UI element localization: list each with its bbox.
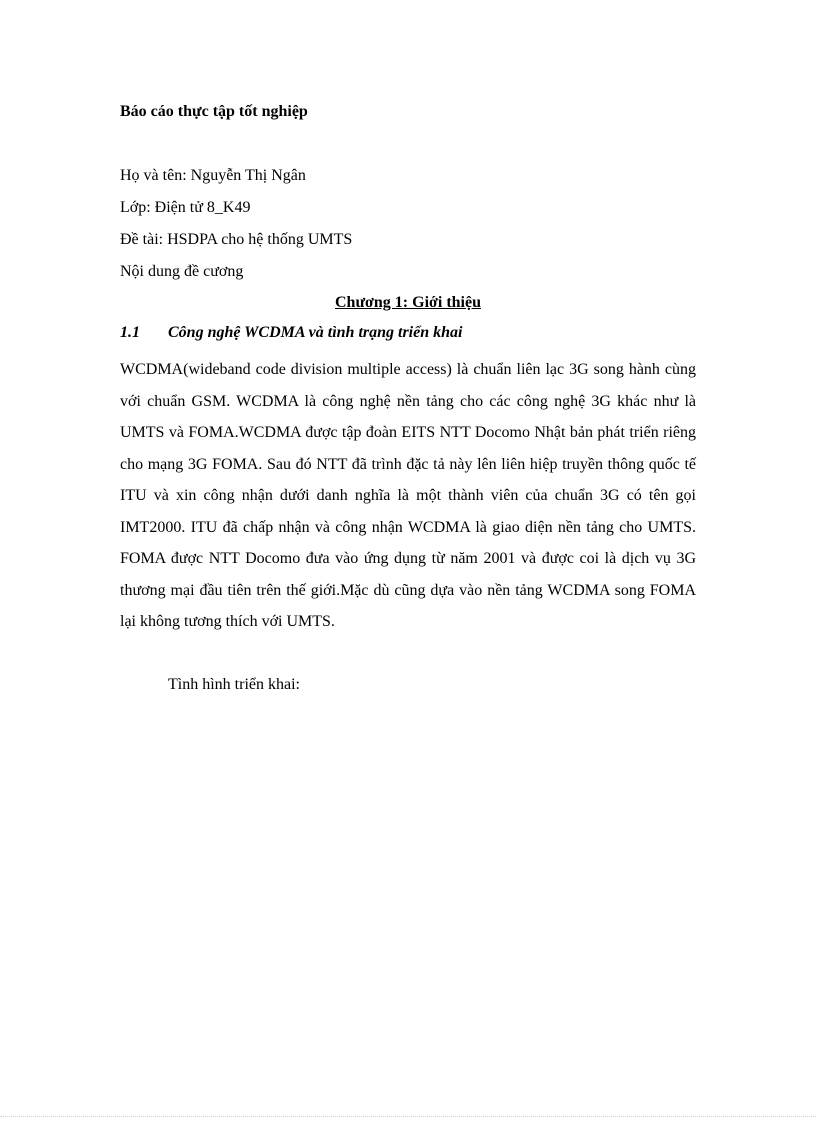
body-paragraph: WCDMA(wideband code division multiple access) là chuẩn liên lạc 3G song hành cùng với chuẩn GSM. WCDMA là công nghệ nền tảng cho các công nghệ 3G khác như là UMTS và FOMA.WCDMA được tập đoàn EITS NTT Docomo Nhật bản phát triển riêng cho mạng 3G FOMA. Sau đó NTT đã trình đặc tả này lên liên hiệp truyền thông quốc tế ITU và xin công nhận dưới danh nghĩa là một thành viên của chuẩn 3G có tên gọi IMT2000. ITU đã chấp nhận và công nhận WCDMA là giao diện nền tảng cho UMTS. FOMA được NTT Docomo đưa vào ứng dụng từ năm 2001 và được coi là dịch vụ 3G thương mại đầu tiên trên thế giới.Mặc dù cũng dựa vào nền tảng WCDMA song FOMA lại không tương thích với UMTS. [120, 361, 696, 630]
section-title: Công nghệ WCDMA và tình trạng triển khai [168, 324, 463, 341]
section-number: 1.1 [120, 324, 140, 341]
deployment-status-label: Tình hình triển khai: [168, 676, 300, 693]
page-bottom-border [0, 1116, 816, 1117]
outline-label: Nội dung đề cương [120, 263, 244, 280]
report-title: Báo cáo thực tập tốt nghiệp [120, 103, 308, 120]
thesis-topic: Đề tài: HSDPA cho hệ thống UMTS [120, 231, 353, 248]
chapter-title: Chương 1: Giới thiệu [334, 294, 481, 311]
student-class: Lớp: Điện tử 8_K49 [120, 199, 251, 216]
student-name: Họ và tên: Nguyễn Thị Ngân [120, 167, 306, 184]
chapter-heading [0, 294, 816, 312]
section-heading [120, 324, 462, 342]
